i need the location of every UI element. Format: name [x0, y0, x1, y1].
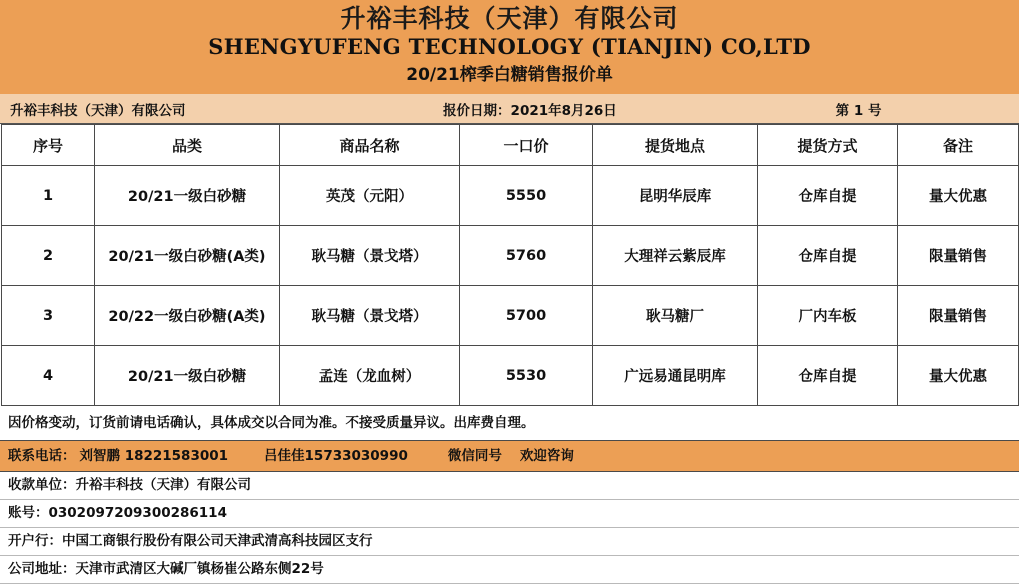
cell-product: 耿马糖（景戈塔）: [280, 286, 460, 346]
document-title: 20/21榨季白糖销售报价单: [406, 65, 613, 85]
column-header-location: 提货地点: [593, 125, 758, 166]
cell-category: 20/21一级白砂糖: [95, 166, 280, 226]
cell-location: 耿马糖厂: [593, 286, 758, 346]
cell-price: 5700: [460, 286, 593, 346]
column-header-index: 序号: [2, 125, 95, 166]
cell-price: 5530: [460, 346, 593, 406]
table-row: [2, 346, 1019, 406]
meta-row: [0, 94, 1019, 124]
cell-method: 厂内车板: [758, 286, 898, 346]
cell-location: 大理祥云紫辰库: [593, 226, 758, 286]
cell-product: 英茂（元阳）: [280, 166, 460, 226]
contact-row: [0, 441, 1019, 472]
cell-index: 4: [2, 346, 95, 406]
meta-number: 第 1 号: [835, 102, 882, 119]
contact-welcome-note: 欢迎咨询: [519, 448, 574, 464]
cell-remark: 量大优惠: [898, 166, 1019, 226]
company-name-cn: 升裕丰科技（天津）有限公司: [340, 4, 679, 33]
meta-company: 升裕丰科技（天津）有限公司: [10, 102, 186, 119]
column-header-remark: 备注: [898, 125, 1019, 166]
cell-category: 20/22一级白砂糖(A类): [95, 286, 280, 346]
cell-remark: 限量销售: [898, 286, 1019, 346]
cell-remark: 限量销售: [898, 226, 1019, 286]
cell-index: 1: [2, 166, 95, 226]
table-row: [2, 166, 1019, 226]
cell-product: 孟连（龙血树）: [280, 346, 460, 406]
contact-label: 联系电话：: [8, 448, 76, 464]
cell-method: 仓库自提: [758, 226, 898, 286]
contact-person-1: 刘智鹏 18221583001: [79, 448, 229, 464]
table-row: [2, 226, 1019, 286]
cell-location: 广远易通昆明库: [593, 346, 758, 406]
table-row: [2, 286, 1019, 346]
address-row: 公司地址：天津市武清区大碱厂镇杨崔公路东侧22号: [0, 556, 1019, 584]
price-table: [1, 124, 1019, 406]
column-header-method: 提货方式: [758, 125, 898, 166]
cell-product: 耿马糖（景戈塔）: [280, 226, 460, 286]
account-row: 账号：0302097209300286114: [0, 500, 1019, 528]
cell-index: 3: [2, 286, 95, 346]
payee-row: 收款单位：升裕丰科技（天津）有限公司: [0, 472, 1019, 500]
column-header-category: 品类: [95, 125, 280, 166]
column-header-price: 一口价: [460, 125, 593, 166]
bank-row: 开户行：中国工商银行股份有限公司天津武清高科技园区支行: [0, 528, 1019, 556]
contact-person-2: 吕佳佳15733030990: [264, 448, 408, 464]
disclaimer-note: 因价格变动，订货前请电话确认，具体成交以合同为准。不接受质量异议。出库费自理。: [0, 406, 1019, 441]
cell-method: 仓库自提: [758, 166, 898, 226]
cell-price: 5760: [460, 226, 593, 286]
cell-method: 仓库自提: [758, 346, 898, 406]
cell-price: 5550: [460, 166, 593, 226]
cell-category: 20/21一级白砂糖: [95, 346, 280, 406]
document-header: [0, 0, 1019, 94]
cell-index: 2: [2, 226, 95, 286]
contact-wechat-note: 微信同号: [447, 448, 502, 464]
cell-location: 昆明华辰库: [593, 166, 758, 226]
meta-quote-date: 报价日期：2021年8月26日: [443, 102, 617, 119]
cell-remark: 量大优惠: [898, 346, 1019, 406]
table-header-row: [2, 125, 1019, 166]
column-header-product: 商品名称: [280, 125, 460, 166]
cell-category: 20/21一级白砂糖(A类): [95, 226, 280, 286]
company-name-en: SHENGYUFENG TECHNOLOGY (TIANJIN) CO,LTD: [208, 34, 811, 59]
